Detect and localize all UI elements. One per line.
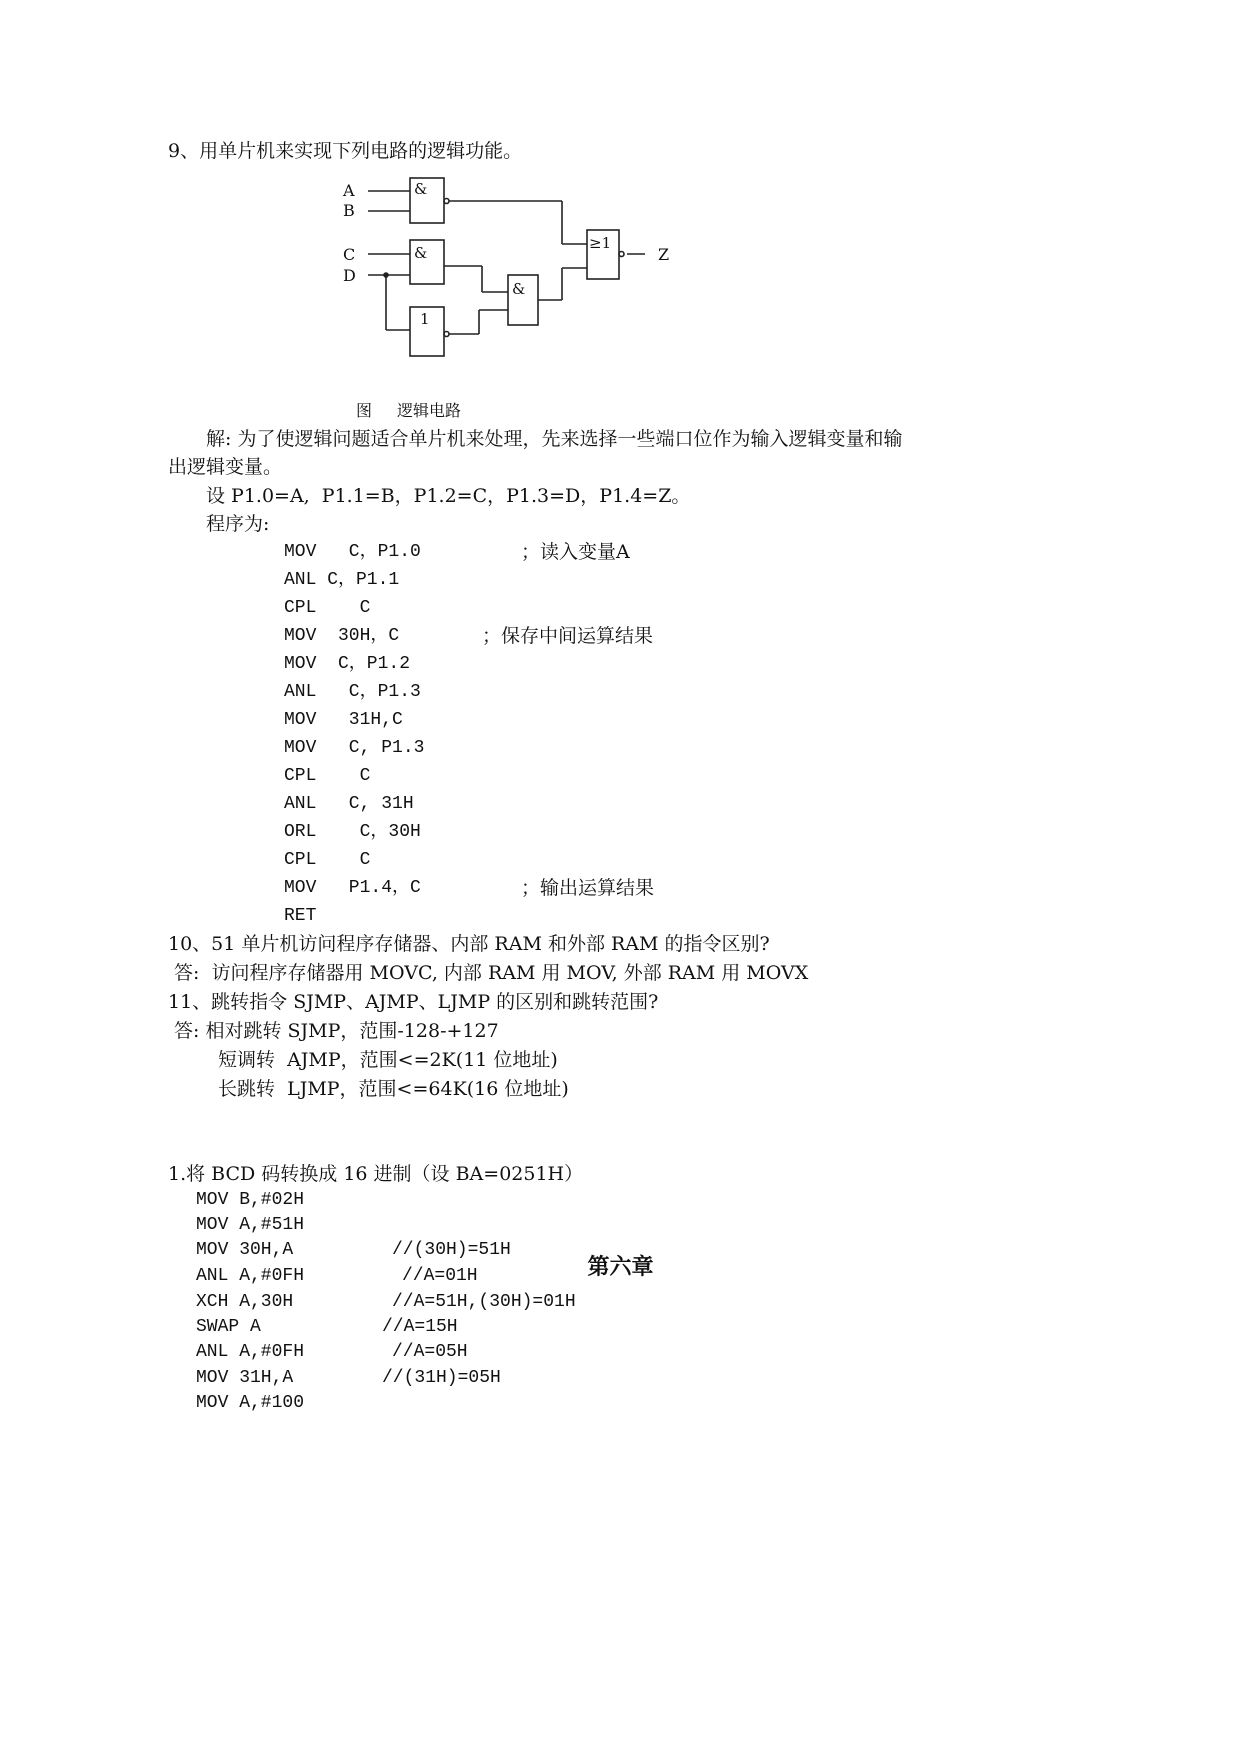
or-gate-symbol: ≥1 (589, 234, 612, 252)
code-line: MOV A,#100 (196, 1393, 305, 1413)
code-line: MOV 31H,C (284, 710, 403, 730)
code-line: MOV C，P1.0 (284, 542, 421, 562)
code-line: CPL C (284, 850, 371, 870)
code-comment: //A=15H (382, 1317, 458, 1337)
figure-caption-text: 逻辑电路 (397, 401, 462, 420)
input-label-c: C (343, 245, 356, 264)
q9-title: 9、用单片机来实现下列电路的逻辑功能。 (168, 140, 523, 162)
and-gate-1-symbol: & (414, 180, 428, 198)
input-label-d: D (343, 266, 356, 285)
code-line: MOV 30H，C (284, 626, 400, 646)
input-label-b: B (343, 201, 355, 220)
q11-answer-line2: 短调转 AJMP，范围<=2K(11 位地址) (218, 1049, 558, 1071)
code-comment: //A=51H,(30H)=01H (392, 1292, 576, 1312)
code-comment: //(30H)=51H (392, 1240, 511, 1260)
code-comment: //A=01H (402, 1266, 478, 1286)
not-gate-symbol: 1 (420, 310, 430, 328)
q11-answer-line3: 长跳转 LJMP，范围<=64K(16 位地址) (218, 1078, 569, 1100)
code-comment: //A=05H (392, 1342, 468, 1362)
q9-answer-line1: 解: 为了使逻辑问题适合单片机来处理，先来选择一些端口位作为输入逻辑变量和输 (206, 428, 903, 450)
inversion-bubble (619, 252, 624, 257)
and-gate-2-symbol: & (414, 244, 428, 262)
q10-question: 10、51 单片机访问程序存储器、内部 RAM 和外部 RAM 的指令区别? (168, 933, 770, 955)
q9-answer-line2: 出逻辑变量。 (168, 456, 283, 478)
code-line: RET (284, 906, 317, 926)
code-line: ANL C, 31H (284, 794, 414, 814)
code-line: MOV P1.4，C (284, 878, 421, 898)
code-comment: ；输出运算结果 (521, 877, 655, 899)
code-comment: ；读入变量A (521, 541, 630, 563)
code-line: MOV A,#51H (196, 1215, 305, 1235)
q10-answer: 答: 访问程序存储器用 MOVC, 内部 RAM 用 MOV, 外部 RAM 用 MOVX (168, 962, 809, 984)
input-label-a: A (343, 181, 355, 200)
code-line: CPL C (284, 766, 371, 786)
inversion-bubble (444, 199, 449, 204)
code-line: MOV B,#02H (196, 1190, 305, 1210)
q9-program-label: 程序为: (206, 513, 270, 535)
figure-caption-prefix: 图 (356, 401, 373, 420)
chapter-heading: 第六章 (587, 1255, 654, 1280)
code-line: XCH A,30H (196, 1292, 294, 1312)
code-comment: ；保存中间运算结果 (482, 625, 654, 647)
code-line: CPL C (284, 598, 371, 618)
code-line: SWAP A (196, 1317, 261, 1337)
inversion-bubble (444, 332, 449, 337)
code-line: ANL C，P1.1 (284, 570, 400, 590)
code-line: MOV 31H,A (196, 1368, 294, 1388)
code-line: MOV C, P1.3 (284, 738, 425, 758)
and-gate-3-symbol: & (512, 280, 526, 298)
code-comment: //(31H)=05H (382, 1368, 501, 1388)
output-label-z: Z (658, 245, 670, 264)
code-line: ORL C，30H (284, 822, 421, 842)
code-line: MOV C，P1.2 (284, 654, 411, 674)
q11-question: 11、跳转指令 SJMP、AJMP、LJMP 的区别和跳转范围? (168, 991, 659, 1013)
code-line: ANL C，P1.3 (284, 682, 421, 702)
code-line: MOV 30H,A (196, 1240, 294, 1260)
q9-setup: 设 P1.0=A, P1.1=B，P1.2=C，P1.3=D，P1.4=Z。 (206, 485, 691, 507)
code-line: ANL A,#0FH (196, 1266, 305, 1286)
ch6-q1-question: 1.将 BCD 码转换成 16 进制（设 BA=0251H） (168, 1163, 584, 1185)
code-line: ANL A,#0FH (196, 1342, 305, 1362)
q11-answer-line1: 答: 相对跳转 SJMP，范围-128-+127 (168, 1020, 499, 1042)
